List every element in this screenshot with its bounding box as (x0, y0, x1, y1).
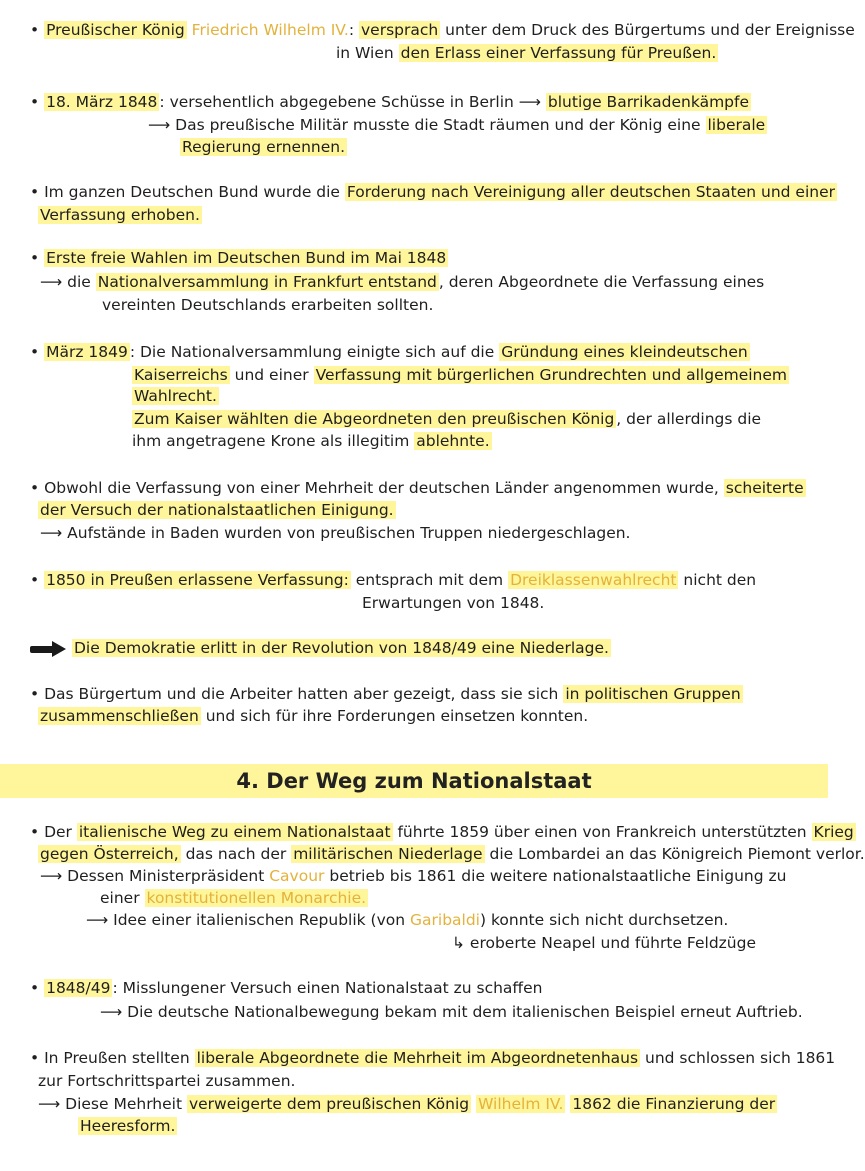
note-line (38, 205, 202, 225)
highlighted-text: italienische Weg zu einem Nationalstaat (78, 823, 391, 841)
note-line (30, 182, 837, 202)
note-text: : Die Nationalversammlung einigte sich auf die (129, 343, 500, 361)
note-line (30, 92, 751, 112)
note-line (30, 248, 448, 268)
note-line (30, 342, 750, 362)
note-line (132, 365, 789, 385)
highlighted-text: scheiterte (725, 479, 804, 497)
note-text: entsprach mit dem (350, 571, 509, 589)
note-text: ⟶ Die deutsche Nationalbewegung bekam mit dem italienischen Beispiel erneut Auftrieb. (100, 1003, 803, 1021)
note-text: in Wien (336, 44, 399, 62)
note-line (30, 1048, 835, 1068)
highlighted-text: ablehnte. (416, 432, 490, 450)
note-line (132, 386, 219, 406)
note-line (40, 272, 764, 292)
highlighted-text: Gründung eines kleindeutschen (501, 343, 748, 361)
conclusion-line (30, 638, 611, 658)
note-text: • (30, 249, 45, 267)
note-text: • Obwohl die Verfassung von einer Mehrheit der deutschen Länder angenommen wurde, (30, 479, 724, 497)
note-text: • Das Bürgertum und die Arbeiter hatten aber gezeigt, dass sie sich (30, 685, 564, 703)
highlighted-text: blutige Barrikadenkämpfe (547, 93, 750, 111)
note-line (452, 933, 756, 953)
highlighted-text: März 1849 (46, 343, 128, 361)
note-text: • (30, 979, 45, 997)
note-line (40, 523, 630, 543)
note-line (336, 43, 718, 63)
note-text: und schlossen sich 1861 (640, 1049, 836, 1067)
note-text: und sich für ihre Forderungen einsetzen konnten. (200, 707, 589, 725)
note-line (30, 478, 806, 498)
note-text: zur Fortschrittspartei zusammen. (38, 1072, 296, 1090)
note-line (38, 1094, 777, 1114)
note-line (38, 706, 588, 726)
highlighted-text: zusammenschließen (40, 707, 199, 725)
name-text: Cavour (269, 867, 325, 885)
note-text: ⟶ Dessen Ministerpräsident (40, 867, 270, 885)
note-text: : versehentlich abgegebene Schüsse in Berlin ⟶ (159, 93, 546, 111)
note-text: ihm angetragene Krone als illegitim (132, 432, 415, 450)
note-text: ⟶ Aufstände in Baden wurden von preußischen Truppen niedergeschlagen. (40, 524, 631, 542)
note-text: ↳ eroberte Neapel und führte Feldzüge (452, 934, 757, 952)
highlighted-text: Heeresform. (80, 1117, 176, 1135)
note-text: betrieb bis 1861 die weitere nationalstaatliche Einigung zu (324, 867, 787, 885)
section-title: 4. Der Weg zum Nationalstaat (236, 769, 592, 793)
note-line (38, 844, 865, 864)
note-text: ⟶ Diese Mehrheit (38, 1095, 187, 1113)
note-text: • Im ganzen Deutschen Bund wurde die (30, 183, 345, 201)
highlighted-text: 1850 in Preußen erlassene Verfassung: (46, 571, 349, 589)
note-text: Erwartungen von 1848. (362, 594, 545, 612)
highlighted-text: 18. März 1848 (46, 93, 158, 111)
note-text: • (30, 343, 45, 361)
note-text: , der allerdings die (616, 410, 762, 428)
highlighted-text: Verfassung mit bürgerlichen Grundrechten und allgemeinem (315, 366, 788, 384)
note-line (148, 115, 767, 135)
note-line (102, 295, 433, 315)
note-line (86, 910, 728, 930)
note-line (30, 684, 743, 704)
note-line (180, 137, 347, 157)
note-text: nicht den (678, 571, 757, 589)
highlighted-text: Krieg (813, 823, 854, 841)
note-line (132, 431, 492, 451)
note-text: ) konnte sich nicht durchsetzen. (480, 911, 729, 929)
highlighted-text: militärischen Niederlage (293, 845, 483, 863)
highlighted-text: Nationalversammlung in Frankfurt entstand (97, 273, 437, 291)
arrow-right-icon (30, 642, 68, 656)
note-line (30, 20, 855, 40)
note-text: • (30, 571, 45, 589)
note-text: • In Preußen stellten (30, 1049, 195, 1067)
note-text: unter dem Druck des Bürgertums und der Ereignisse (440, 21, 855, 39)
note-line (38, 1071, 295, 1091)
note-line (38, 500, 396, 520)
highlighted-text: verweigerte dem preußischen König (188, 1095, 470, 1113)
highlighted-text: den Erlass einer Verfassung für Preußen. (400, 44, 717, 62)
note-text: • Der (30, 823, 77, 841)
note-text: , deren Abgeordnete die Verfassung eines (438, 273, 765, 291)
note-text: : Misslungener Versuch einen Nationalstaat zu schaffen (112, 979, 543, 997)
highlighted-text: Kaiserreichs (134, 366, 228, 384)
note-line (30, 822, 856, 842)
note-text: • (30, 21, 45, 39)
note-line (362, 593, 544, 613)
highlighted-text: Forderung nach Vereinigung aller deutschen Staaten und einer (346, 183, 835, 201)
highlighted-text: 1862 die Finanzierung der (572, 1095, 776, 1113)
highlighted-text: Zum Kaiser wählten die Abgeordneten den preußischen König (134, 410, 615, 428)
note-text: und einer (229, 366, 314, 384)
note-line (132, 409, 761, 429)
highlighted-text: in politischen Gruppen (565, 685, 741, 703)
highlighted-text: der Versuch der nationalstaatlichen Einigung. (40, 501, 394, 519)
highlighted-text: Regierung ernennen. (182, 138, 346, 156)
highlighted-text: Preußischer König (46, 21, 185, 39)
note-line (78, 1116, 177, 1136)
note-text: führte 1859 über einen von Frankreich unterstützten (392, 823, 812, 841)
note-line (100, 1002, 803, 1022)
highlighted-text: gegen Österreich, (40, 845, 179, 863)
note-text: ⟶ die (40, 273, 96, 291)
note-text: • (30, 93, 45, 111)
note-line (40, 866, 786, 886)
note-text: : (348, 21, 359, 39)
note-text: die Lombardei an das Königreich Piemont verlor. (484, 845, 865, 863)
highlighted-text: Erste freie Wahlen im Deutschen Bund im Mai 1848 (46, 249, 447, 267)
highlighted-text: Wahlrecht. (134, 387, 217, 405)
highlighted-text: Die Demokratie erlitt in der Revolution von 1848/49 eine Niederlage. (74, 639, 609, 657)
highlighted-text: konstitutionellen Monarchie. (146, 889, 367, 907)
highlighted-text: versprach (361, 21, 439, 39)
highlighted-text: Verfassung erhoben. (40, 206, 200, 224)
note-line (100, 888, 368, 908)
note-text: ⟶ Idee einer italienischen Republik (von (86, 911, 411, 929)
note-text: ⟶ Das preußische Militär musste die Stadt räumen und der König eine (148, 116, 706, 134)
name-text: Friedrich Wilhelm IV. (191, 21, 349, 39)
note-text: das nach der (180, 845, 292, 863)
note-text: einer (100, 889, 145, 907)
highlighted-text: 1848/49 (46, 979, 111, 997)
highlighted-text: liberale Abgeordnete die Mehrheit im Abgeordnetenhaus (196, 1049, 639, 1067)
note-text: vereinten Deutschlands erarbeiten sollten. (102, 296, 434, 314)
name-text: Garibaldi (410, 911, 480, 929)
note-line (30, 978, 542, 998)
highlighted-text: liberale (707, 116, 766, 134)
note-line (30, 570, 756, 590)
highlighted-text: Wilhelm IV. (478, 1095, 564, 1113)
highlighted-text: Dreiklassenwahlrecht (510, 571, 677, 589)
